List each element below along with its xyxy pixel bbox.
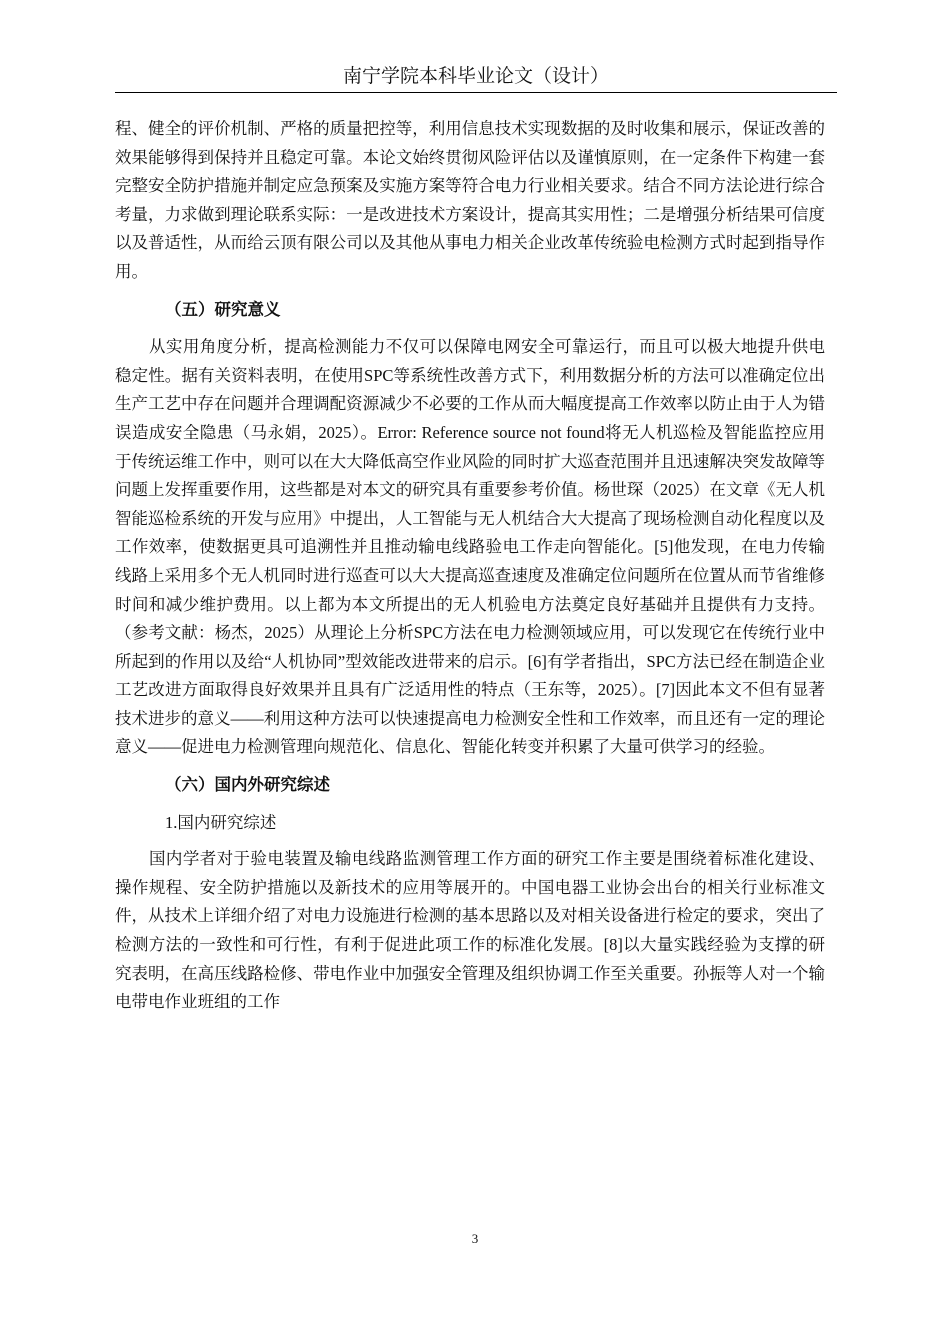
paragraph-research-significance: 从实用角度分析，提高检测能力不仅可以保障电网安全可靠运行，而且可以极大地提升供电稳定性。据有关资料表明，在使用SPC等系统性改善方式下，利用数据分析的方法可以准确定位出生产工艺中存在问题并合理调配资源减少不必要的工作从而大幅度提高工作效率以防止由于人为错误造成安全隐患（马永娟，2025）。Error: Reference source not found将无人机巡检及智能监控应用于传统运维工作中，则可以在大大降低高空作业风险的同时扩大巡查范围并且迅速解决突发故障等问题上发挥重要作用，这些都是对本文的研究具有重要参考价值。杨世琛（2025）在文章《无人机智能巡检系统的开发与应用》中提出，人工智能与无人机结合大大提高了现场检测自动化程度以及工作效率，使数据更具可追溯性并且推动输电线路验电工作走向智能化。[5]他发现，在电力传输线路上采用多个无人机同时进行巡查可以大大提高巡查速度及准确定位问题所在位置从而节省维修时间和减少维护费用。以上都为本文所提出的无人机验电方法奠定良好基础并且提供有力支持。（参考文献：杨杰，2025）从理论上分析SPC方法在电力检测领域应用，可以发现它在传统行业中所起到的作用以及给“人机协同”型效能改进带来的启示。[6]有学者指出，SPC方法已经在制造企业工艺改进方面取得良好效果并且具有广泛适用性的特点（王东等，2025）。[7]因此本文不但有显著技术进步的意义——利用这种方法可以快速提高电力检测安全性和工作效率，而且还有一定的理论意义——促进电力检测管理向规范化、信息化、智能化转变并积累了大量可供学习的经验。 (115, 337, 825, 757)
header-rule (115, 92, 837, 93)
paragraph-continuation: 程、健全的评价机制、严格的质量把控等，利用信息技术实现数据的及时收集和展示，保证改善的效果能够得到保持并且稳定可靠。本论文始终贯彻风险评估以及谨慎原则，在一定条件下构建一套完整安全防护措施并制定应急预案及实施方案等符合电力行业相关要求。结合不同方法论进行综合考量，力求做到理论联系实际：一是改进技术方案设计，提高其实用性；二是增强分析结果可信度以及普适性，从而给云顶有限公司以及其他从事电力相关企业改革传统验电检测方式时起到指导作用。 (115, 119, 825, 281)
page-header-title: 南宁学院本科毕业论文（设计） (342, 66, 609, 87)
body-text (115, 115, 825, 1017)
section-heading-research-significance: （五）研究意义 (165, 299, 281, 319)
section-heading-literature-review: （六）国内外研究综述 (165, 775, 330, 795)
page-number: 3 (471, 1231, 479, 1246)
paragraph-domestic-review: 国内学者对于验电装置及输电线路监测管理工作方面的研究工作主要是围绕着标准化建设、操作规程、安全防护措施以及新技术的应用等展开的。中国电器工业协会出台的相关行业标准文件，从技术上详细介绍了对电力设施进行检测的基本思路以及对相关设备进行检定的要求，突出了检测方法的一致性和可行性，有利于促进此项工作的标准化发展。[8]以大量实践经验为支撑的研究表明，在高压线路检修、带电作业中加强安全管理及组织协调工作至关重要。孙振等人对一个输电带电作业班组的工作 (115, 849, 825, 1012)
subsection-heading-domestic-review: 1.国内研究综述 (165, 812, 277, 832)
